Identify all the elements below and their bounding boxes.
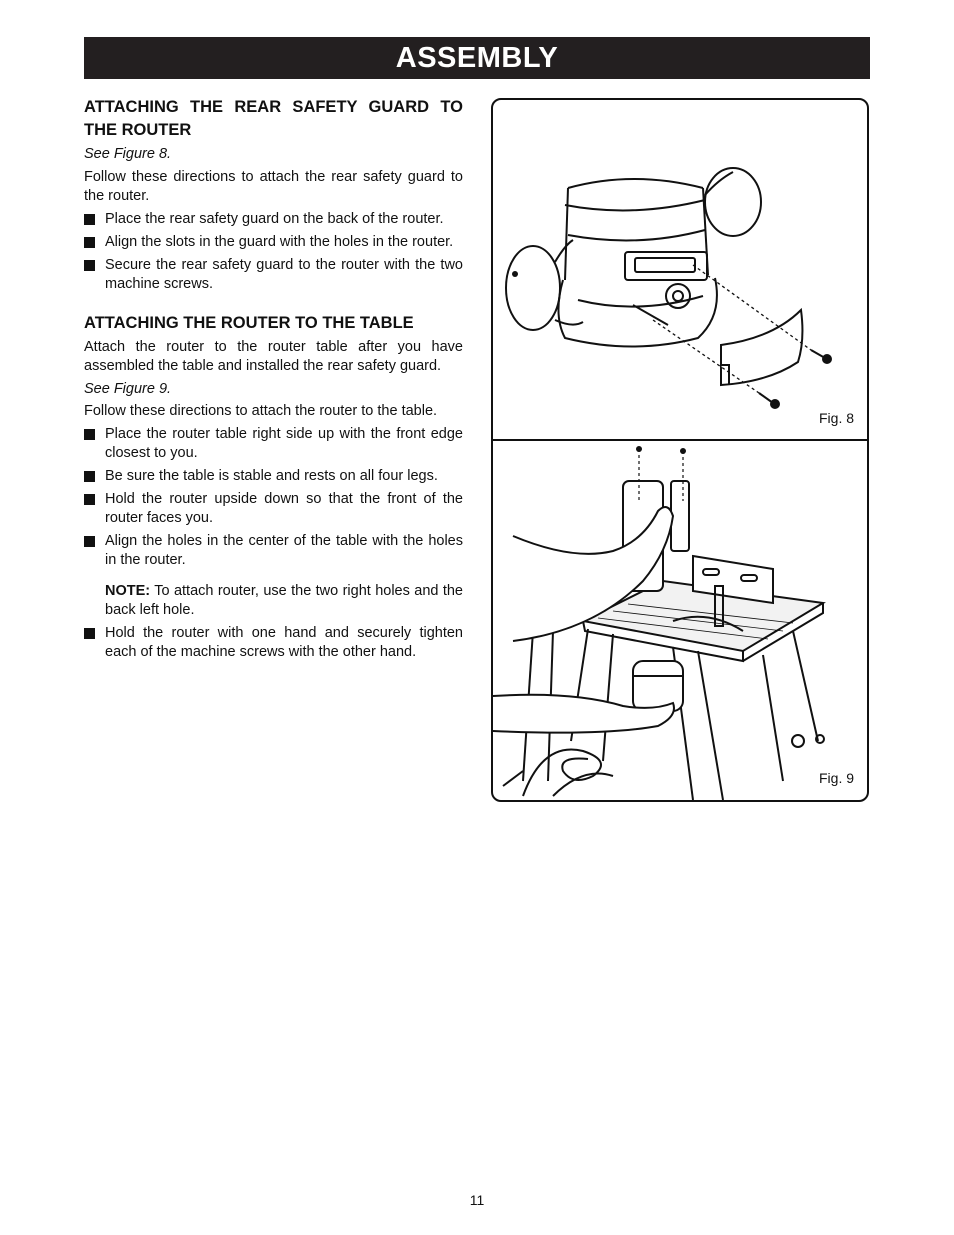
heading-rear-safety-guard: ATTACHING THE REAR SAFETY GUARD TO THE ROUTER bbox=[84, 98, 463, 139]
list-item: Secure the rear safety guard to the router with the two machine screws. bbox=[84, 256, 463, 294]
section-title: ASSEMBLY bbox=[395, 42, 559, 74]
figure-9-illustration bbox=[493, 441, 867, 800]
note-label: NOTE: bbox=[105, 582, 151, 599]
figure-8-label: Fig. 8 bbox=[819, 410, 855, 426]
note bbox=[84, 582, 463, 620]
section1-intro: Follow these directions to attach the rear safety guard to the router. bbox=[84, 168, 463, 204]
section1-bullet-list bbox=[84, 210, 463, 294]
list-item: Be sure the table is stable and rests on all four legs. bbox=[84, 467, 463, 486]
figure-9-label: Fig. 9 bbox=[819, 770, 855, 786]
list-item: Hold the router upside down so that the front of the router faces you. bbox=[84, 490, 463, 528]
list-item: Hold the router with one hand and securely tighten each of the machine screws with the other hand. bbox=[84, 624, 463, 662]
see-figure-9: See Figure 9. bbox=[84, 380, 172, 397]
page-number: 11 bbox=[469, 1192, 485, 1208]
section2-final-list bbox=[84, 624, 463, 662]
heading-router-to-table: ATTACHING THE ROUTER TO THE TABLE bbox=[84, 313, 414, 332]
list-item: Place the rear safety guard on the back of the router. bbox=[84, 210, 463, 229]
section2-intro: Attach the router to the router table after you have assembled the table and installed the rear safety guard. bbox=[84, 338, 463, 374]
figure-8-illustration bbox=[493, 100, 867, 439]
section-header bbox=[84, 37, 870, 79]
list-item: Align the holes in the center of the table with the holes in the router. bbox=[84, 532, 463, 570]
figure-panel bbox=[491, 98, 869, 802]
section2-bullet-list bbox=[84, 425, 463, 570]
text-column bbox=[84, 96, 463, 666]
see-figure-8: See Figure 8. bbox=[84, 146, 172, 162]
list-item: Place the router table right side up with the front edge closest to you. bbox=[84, 425, 463, 463]
note-text: To attach router, use the two right holes and the back left hole. bbox=[105, 582, 463, 618]
section2-directions: Follow these directions to attach the router to the table. bbox=[84, 403, 438, 419]
list-item: Align the slots in the guard with the holes in the router. bbox=[84, 233, 463, 252]
